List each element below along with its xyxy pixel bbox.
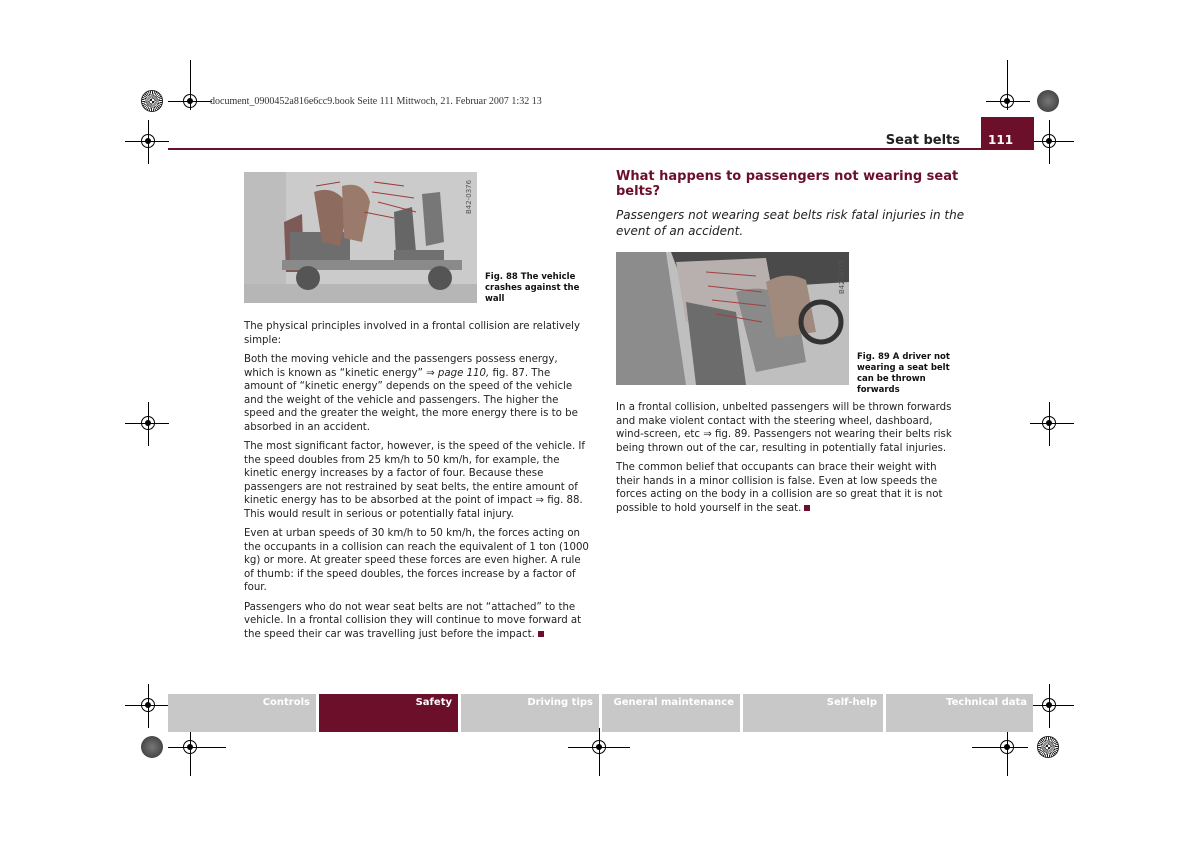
tab-technical-data[interactable]	[886, 694, 1033, 732]
paragraph	[244, 353, 589, 434]
print-header: document_0900452a816e6cc9.book Seite 111 Mittwoch, 21. Februar 2007 1:32 13	[210, 96, 542, 107]
paragraph: Even at urban speeds of 30 km/h to 50 km/h, the forces acting on the occupants in a collision can reach the equivalent of 1 ton (1000 kg) or more. At greater speed these forces are even higher. A rule of thumb: if the speed doubles, the forces increase by a factor of four.	[244, 528, 589, 593]
figure-88-caption: Fig. 88 The vehicle crashes against the wall	[485, 272, 580, 304]
paragraph: The physical principles involved in a frontal collision are relatively simple:	[244, 321, 580, 346]
end-of-section-icon	[804, 505, 810, 511]
figure-88-illustration	[244, 172, 477, 303]
page-number: 111	[988, 133, 1014, 147]
figure-89-code: B42-0077	[838, 259, 846, 294]
section-intro: Passengers not wearing seat belts risk fatal injuries in the event of an accident.	[616, 208, 965, 238]
paragraph-text: fig. 87. The amount of “kinetic energy” depends on the speed of the vehicle and the weight of the vehicle and passengers. The higher the speed and the greater the weight, the more energy there is to be absorbed in an accident.	[244, 367, 578, 433]
left-column-text	[244, 320, 589, 647]
tab-safety[interactable]	[319, 694, 458, 732]
tab-label: Controls	[262, 697, 310, 708]
rosette-bottom-left	[141, 736, 163, 758]
paragraph-text: Passengers who do not wear seat belts are not “attached” to the vehicle. In a frontal collision they will continue to move forward at the speed their car was travelling just before the impact.	[244, 601, 582, 640]
paragraph: The most significant factor, however, is the speed of the vehicle. If the speed doubles from 25 km/h to 50 km/h, for example, the kinetic energy increases by a factor of four. Because these passengers are not restrained by seat belts, the entire amount of kinetic energy has to be absorbed at the point of impact ⇒ fig. 88. This would result in serious or potentially fatal injury.	[244, 441, 586, 520]
section-title: Seat belts	[885, 133, 960, 148]
figure-89-illustration	[616, 252, 849, 385]
paragraph: In a frontal collision, unbelted passengers will be thrown forwards and make violent contact with the steering wheel, dashboard, wind-screen, etc ⇒ fig. 89. Passengers not wearing their belts risk being thrown out of the car, resulting in potentially fatal injuries.	[616, 402, 952, 454]
figure-89-caption: Fig. 89 A driver not wearing a seat belt can be thrown forwards	[857, 352, 950, 395]
tab-label: Safety	[415, 697, 452, 708]
rosette-top-left	[141, 90, 163, 112]
paragraph	[244, 601, 589, 642]
page-number-box	[981, 117, 1034, 150]
tab-label: Self-help	[826, 697, 877, 708]
tab-label: Driving tips	[527, 697, 593, 708]
figure-88-code: B42-0376	[465, 179, 473, 214]
paragraph	[616, 461, 961, 515]
header-rule	[168, 148, 1033, 150]
rosette-top-right	[1037, 90, 1059, 112]
tab-label: Technical data	[946, 697, 1027, 708]
section-heading: What happens to passengers not wearing seat belts?	[616, 169, 959, 199]
right-column-text	[616, 401, 961, 521]
tab-label: General maintenance	[613, 697, 734, 708]
paragraph-text: The common belief that occupants can brace their weight with their hands in a minor collision is false. Even at low speeds the forces acting on the body in a collision are so great that it is not possible to hold yourself in the seat.	[616, 462, 943, 514]
end-of-section-icon	[538, 631, 544, 637]
tab-self-help[interactable]	[743, 694, 883, 732]
tab-controls[interactable]	[168, 694, 316, 732]
paragraph-text: Both the moving vehicle and the passengers possess energy, which is known as “kinetic energy” ⇒	[244, 354, 558, 379]
rosette-bottom-right	[1037, 736, 1059, 758]
tab-general-maintenance[interactable]	[602, 694, 740, 732]
tab-driving-tips[interactable]	[461, 694, 599, 732]
page-reference-link[interactable]: page 110,	[437, 367, 490, 379]
